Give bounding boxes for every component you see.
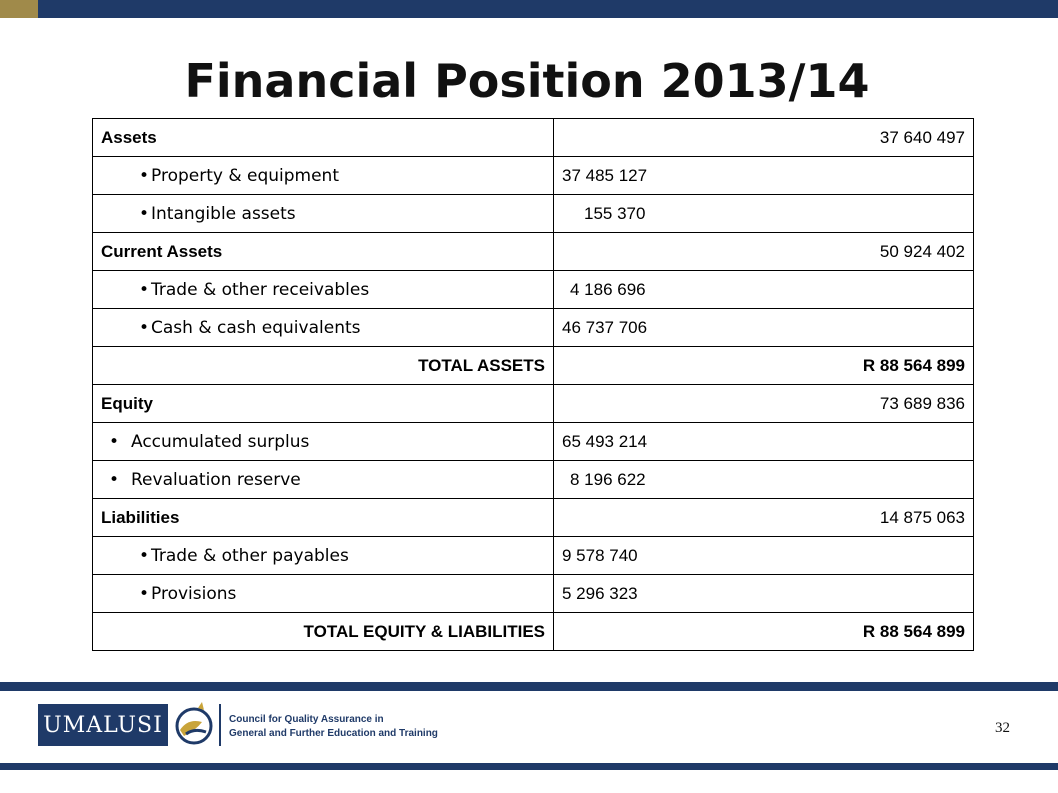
row-value: 73 689 836 [554, 385, 974, 423]
bullet-icon: • [109, 469, 120, 490]
row-label: Liabilities [93, 499, 554, 537]
table-row [93, 119, 974, 157]
bullet-icon: • [139, 279, 150, 300]
row-value: R 88 564 899 [554, 613, 974, 651]
table-row [93, 233, 974, 271]
umalusi-logo [38, 704, 168, 746]
table-row [93, 195, 974, 233]
table-row [93, 347, 974, 385]
table-row [93, 271, 974, 309]
row-value: 37 485 127 [554, 157, 974, 195]
row-label-cell [93, 537, 554, 575]
table-row [93, 309, 974, 347]
top-banner-accent [0, 0, 38, 18]
row-value: 46 737 706 [554, 309, 974, 347]
logo-text: UMALUSI [43, 712, 163, 738]
row-value: 155 370 [554, 195, 974, 233]
table-row [93, 499, 974, 537]
row-label: TOTAL ASSETS [93, 347, 554, 385]
row-label: Revaluation reserve [131, 469, 301, 490]
umalusi-emblem-icon [172, 700, 216, 748]
table-row [93, 423, 974, 461]
row-label-cell [93, 575, 554, 613]
row-value: 65 493 214 [554, 423, 974, 461]
row-value: 37 640 497 [554, 119, 974, 157]
bullet-icon: • [139, 203, 150, 224]
row-value: 9 578 740 [554, 537, 974, 575]
bullet-icon: • [139, 583, 150, 604]
row-label-cell [93, 157, 554, 195]
footer-divider-bar [0, 682, 1058, 691]
row-label: Accumulated surplus [131, 431, 310, 452]
row-label: Current Assets [93, 233, 554, 271]
financial-position-table [92, 118, 974, 651]
bullet-icon: • [139, 545, 150, 566]
council-line-1: Council for Quality Assurance in [229, 714, 384, 725]
table-row [93, 575, 974, 613]
row-label-cell [93, 461, 554, 499]
table-row [93, 157, 974, 195]
row-value: R 88 564 899 [554, 347, 974, 385]
council-name [229, 713, 438, 741]
row-value: 5 296 323 [554, 575, 974, 613]
slide-title: Financial Position 2013/14 [184, 54, 870, 108]
bullet-icon: • [139, 317, 150, 338]
row-label: TOTAL EQUITY & LIABILITIES [93, 613, 554, 651]
table-row [93, 385, 974, 423]
row-label: Intangible assets [151, 203, 296, 224]
row-value: 50 924 402 [554, 233, 974, 271]
row-label: Trade & other payables [151, 545, 349, 566]
row-label: Equity [93, 385, 554, 423]
row-label: Property & equipment [151, 165, 339, 186]
row-label-cell [93, 195, 554, 233]
row-label-cell [93, 271, 554, 309]
row-label-cell [93, 423, 554, 461]
row-value: 4 186 696 [554, 271, 974, 309]
top-banner [0, 0, 1058, 18]
row-label-cell [93, 309, 554, 347]
row-label: Trade & other receivables [151, 279, 370, 300]
row-value: 14 875 063 [554, 499, 974, 537]
bullet-icon: • [109, 431, 120, 452]
row-label: Provisions [151, 583, 237, 604]
bullet-icon: • [139, 165, 150, 186]
row-label: Assets [93, 119, 554, 157]
bottom-banner [0, 763, 1058, 770]
table-row [93, 537, 974, 575]
logo-divider [219, 704, 221, 746]
table-row [93, 461, 974, 499]
row-label: Cash & cash equivalents [151, 317, 361, 338]
row-value: 8 196 622 [554, 461, 974, 499]
table-row [93, 613, 974, 651]
page-number: 32 [995, 720, 1010, 736]
council-line-2: General and Further Education and Training [229, 728, 438, 739]
